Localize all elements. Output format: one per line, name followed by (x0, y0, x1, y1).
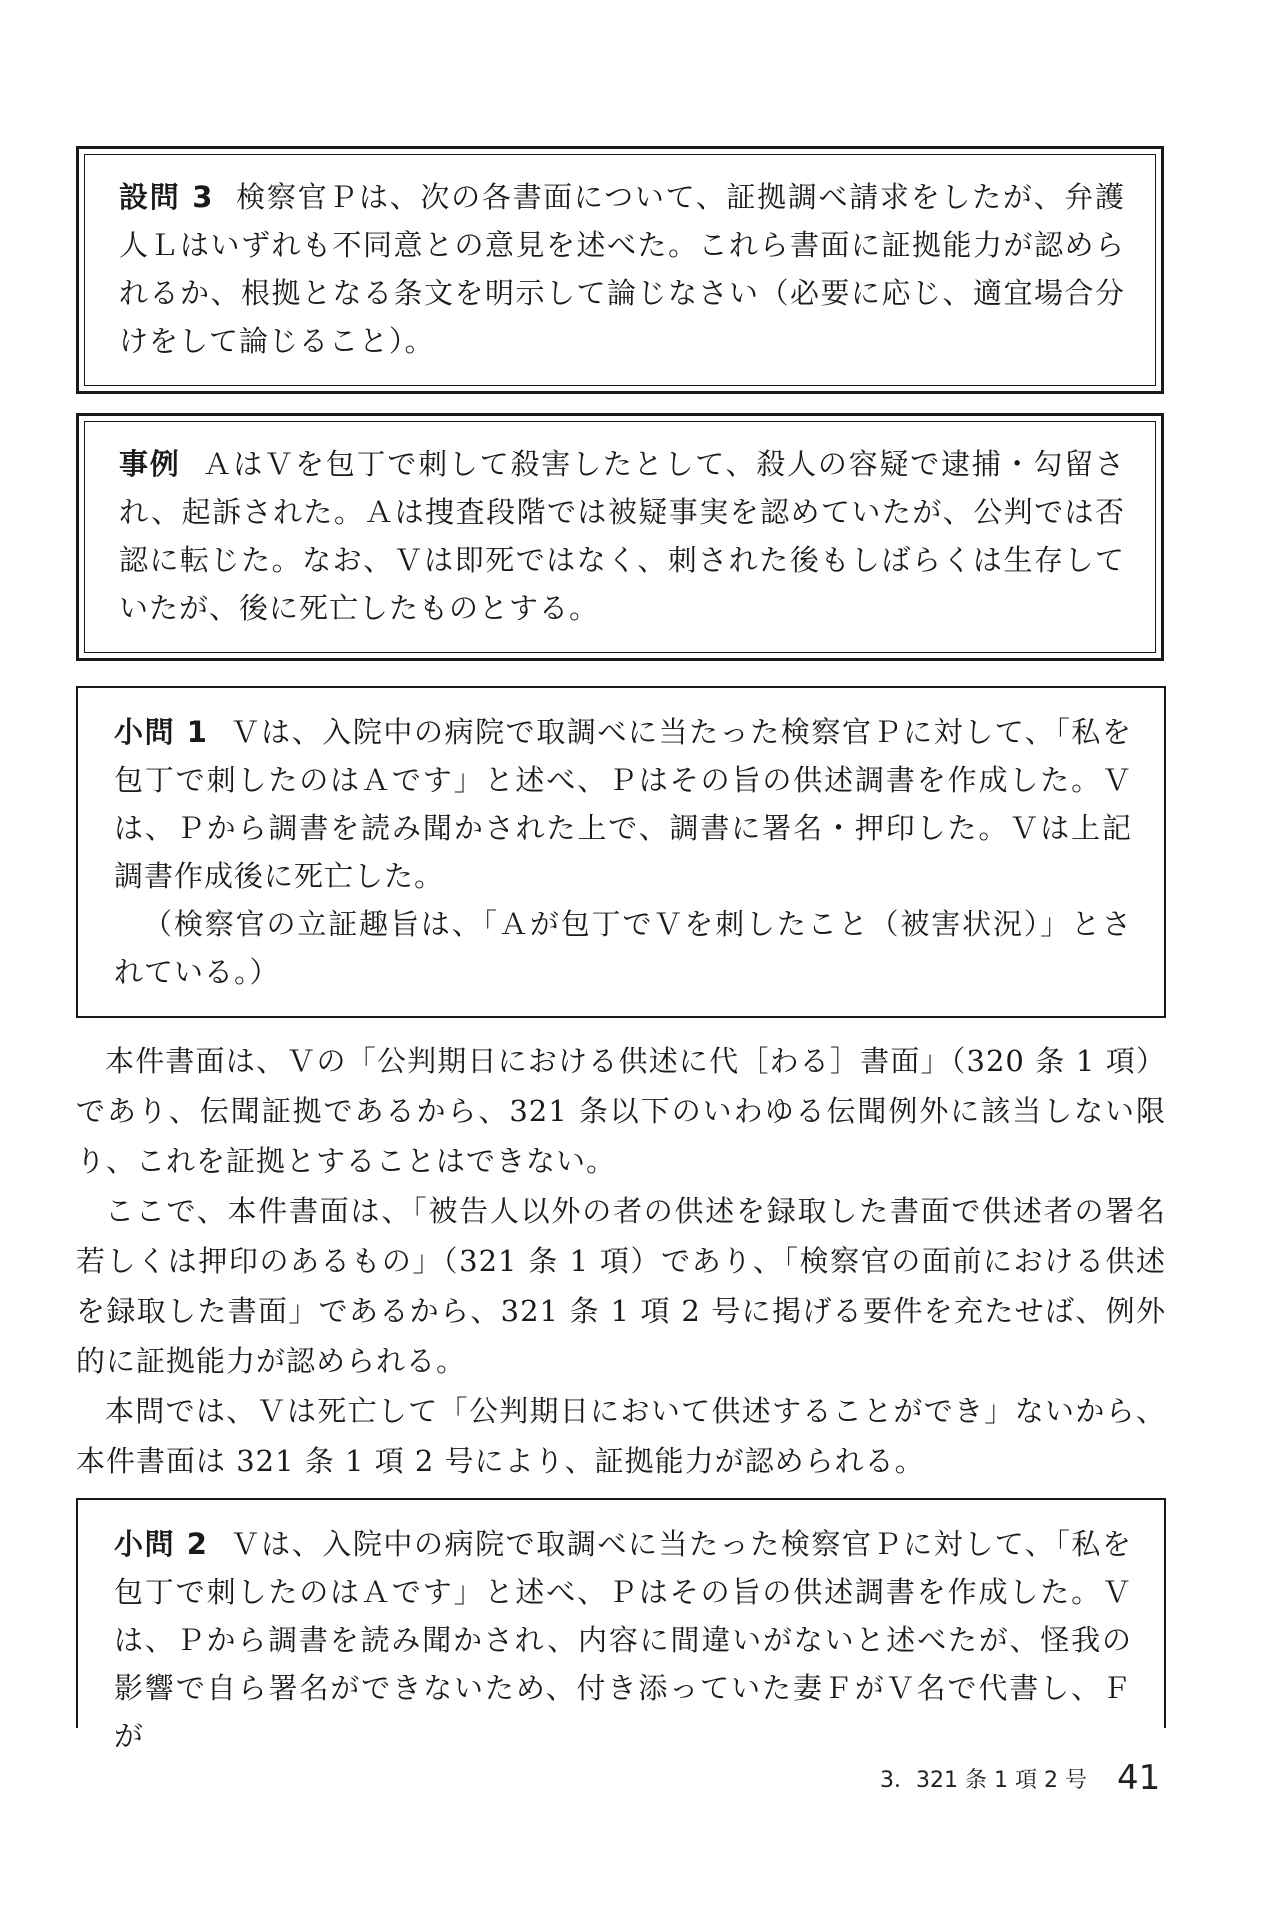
question3-label: 設問 3 (119, 180, 214, 214)
sub1-content (114, 708, 1132, 996)
case-label: 事例 (119, 447, 181, 481)
case-text: ＡはＶを包丁で刺して殺害したとして、殺人の容疑で逮捕・勾留され、起訴された。Ａは捜査段階では被疑事実を認めていたが、公判では否認に転じた。なお、Ｖは即死ではなく、刺された後もしばらくは生存していたが、後に死亡したものとする。 (119, 447, 1125, 625)
page-number: 41 (1116, 1758, 1161, 1798)
sub2-text: Ｖは、入院中の病院で取調べに当たった検察官Ｐに対して、「私を包丁で刺したのはＡです」と述べ、Ｐはその旨の供述調書を作成した。Ｖは、Ｐから調書を読み聞かされ、内容に間違いがないと述べたが、怪我の影響で自ら署名ができないため、付き添っていた妻ＦがＶ名で代書し、Ｆが (114, 1527, 1132, 1753)
sub1-label: 小問 1 (114, 715, 208, 749)
sub1-note: （検察官の立証趣旨は、「Ａが包丁でＶを刺したこと（被害状況）」とされている。） (114, 907, 1132, 989)
question3-content (119, 173, 1125, 365)
answer-paragraph: 本問では、Ｖは死亡して「公判期日において供述することができ」ないから、本件書面は 321 条 1 項 2 号により、証拠能力が認められる。 (76, 1394, 1166, 1478)
sub1-text: Ｖは、入院中の病院で取調べに当たった検察官Ｐに対して、「私を包丁で刺したのはＡです」と述べ、Ｐはその旨の供述調書を作成した。Ｖは、Ｐから調書を読み聞かされた上で、調書に署名・押印した。Ｖは上記調書作成後に死亡した。 (114, 715, 1132, 893)
question3-box (76, 146, 1164, 394)
sub2-content (114, 1520, 1132, 1760)
page-footer (880, 1758, 1160, 1798)
case-box (76, 413, 1164, 661)
sub1-box (76, 686, 1166, 1018)
case-content (119, 440, 1125, 632)
running-head: 3．321 条 1 項 2 号 (880, 1767, 1087, 1793)
question3-text: 検察官Ｐは、次の各書面について、証拠調べ請求をしたが、弁護人Ｌはいずれも不同意との意見を述べた。これら書面に証拠能力が認められるか、根拠となる条文を明示して論じなさい（必要に応じ、適宜場合分けをして論じること）。 (119, 180, 1125, 358)
answer-body (76, 1036, 1166, 1486)
answer-paragraph: 本件書面は、Ｖの「公判期日における供述に代［わる］書面」（320 条 1 項）であり、伝聞証拠であるから、321 条以下のいわゆる伝聞例外に該当しない限り、これを証拠とすることはできない。 (76, 1044, 1166, 1178)
answer-paragraph: ここで、本件書面は、「被告人以外の者の供述を録取した書面で供述者の署名若しくは押印のあるもの」（321 条 1 項）であり、「検察官の面前における供述を録取した書面」であるから、321 条 1 項 2 号に掲げる要件を充たせば、例外的に証拠能力が認められる。 (76, 1194, 1166, 1378)
sub2-box (76, 1498, 1166, 1753)
sub2-label: 小問 2 (114, 1527, 208, 1561)
